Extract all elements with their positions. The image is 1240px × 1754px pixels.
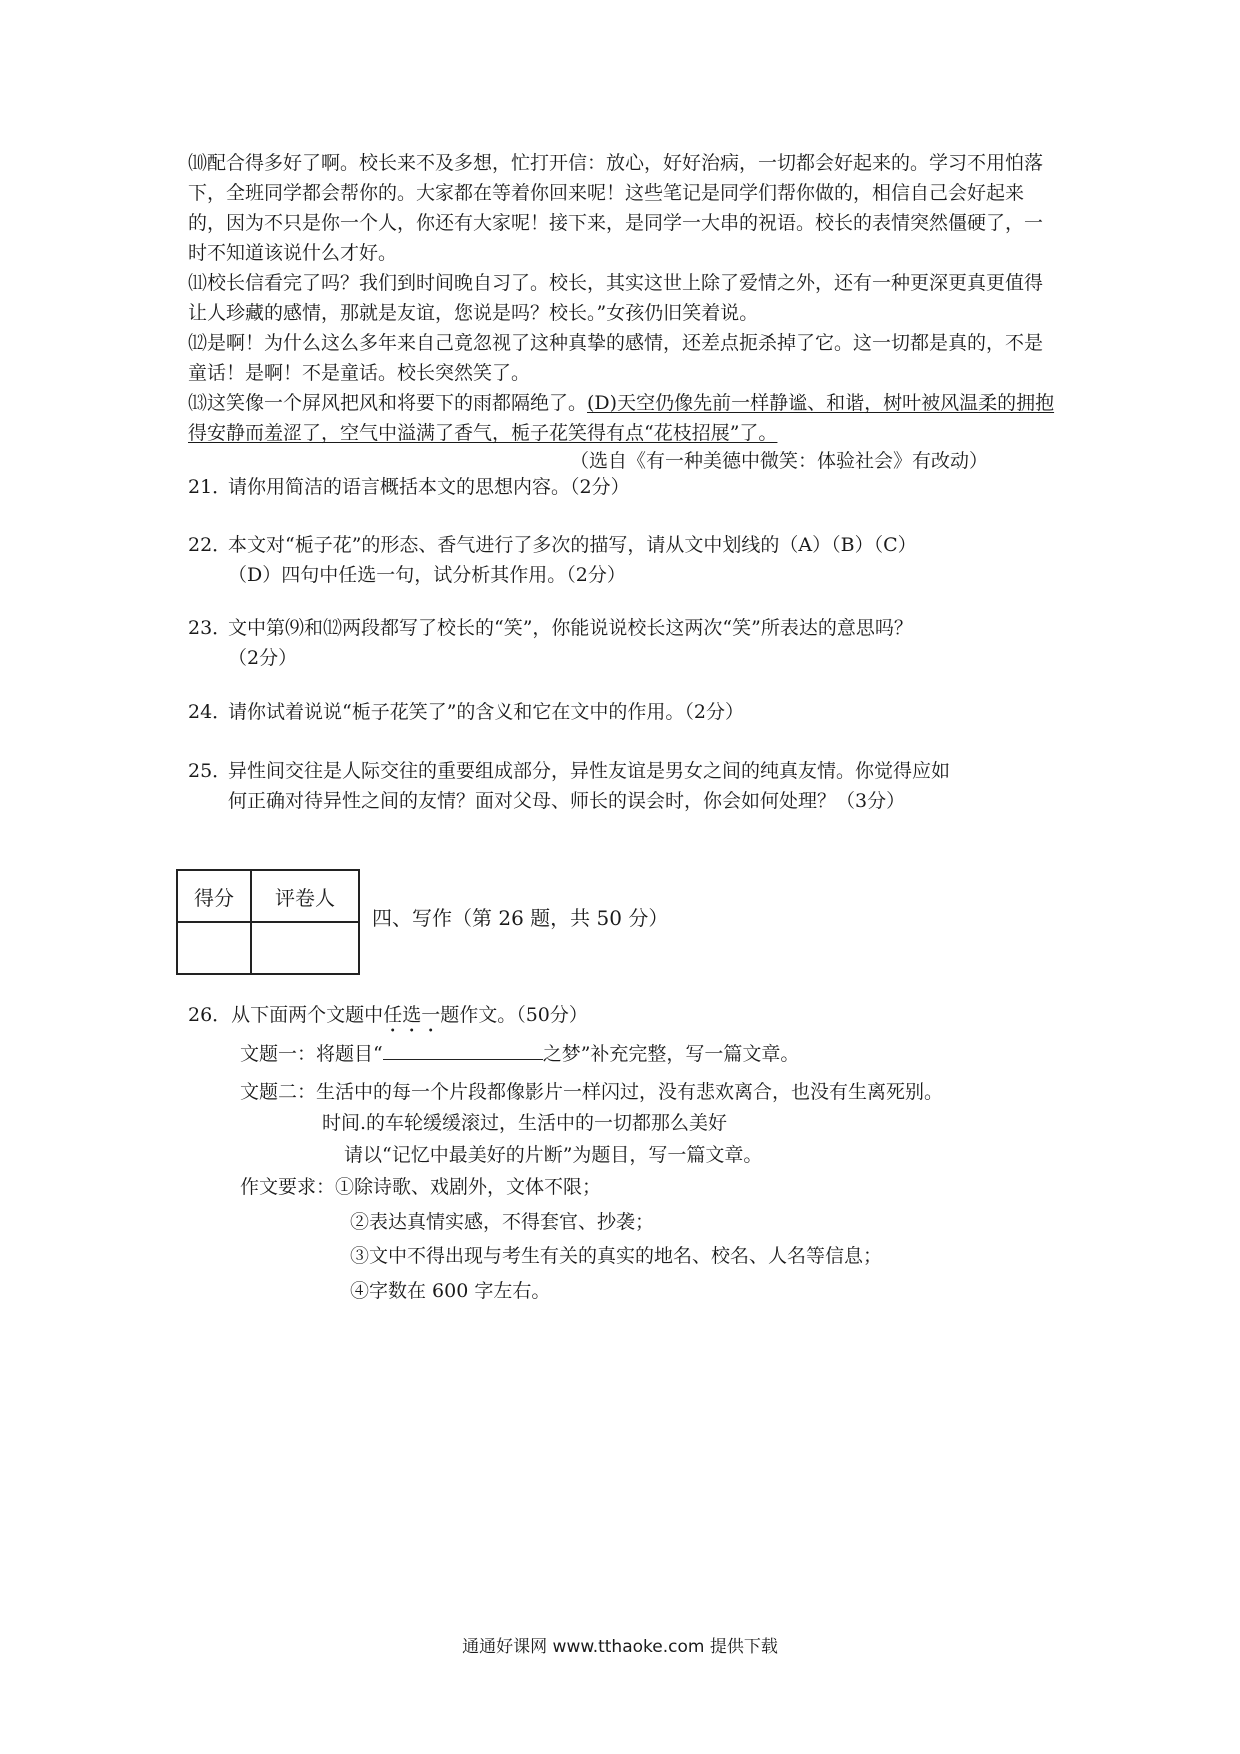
paragraph-10: ⑽配合得多好了啊。校长来不及多想，忙打开信：放心，好好治病，一切都会好起来的。学习不用怕落下，全班同学都会帮你的。大家都在等着你回来呢！这些笔记是同学们帮你做的，相信自己会好起来的，因为不只是你一个人，你还有大家呢！接下来，是同学一大串的祝语。校长的表情突然僵硬了，一时不知道该说什么才好。 xyxy=(188,152,1044,264)
underlined-sentence-d: (D)天空仍像先前一样静谧、和谐，树叶被风温柔的拥抱得安静而羞涩了，空气中溢满了香气，栀子花笑得有点“花枝招展”了。 xyxy=(188,392,1055,444)
score-cell xyxy=(177,922,251,974)
requirement-4: ④字数在 600 字左右。 xyxy=(350,1280,551,1302)
paragraph-11: ⑾校长信看完了吗？我们到时间晚自习了。校长，其实这世上除了爱情之外，还有一种更深更真更值得让人珍藏的感情，那就是友谊，您说是吗？校长。”女孩仍旧笑着说。 xyxy=(188,272,1044,324)
paragraph-12: ⑿是啊！为什么这么多年来自己竟忽视了这种真挚的感情，还差点扼杀掉了它。这一切都是真的，不是童话！是啊！不是童话。校长突然笑了。 xyxy=(188,332,1044,384)
q26-text: 26．从下面两个文题中 xyxy=(188,1004,384,1026)
fill-blank xyxy=(383,1041,543,1060)
question-text: 请你试着说说“栀子花笑了”的含义和它在文中的作用。（2分） xyxy=(228,701,745,723)
footer-text: 通通好课网 www.tthaoke.com 提供下载 xyxy=(462,1637,778,1657)
grader-cell xyxy=(251,922,359,974)
topic-2-line-1: 文题二：生活中的每一个片段都像影片一样闪过，没有悲欢离合，也没有生离死别。 xyxy=(240,1081,944,1103)
paragraph-13 xyxy=(188,388,1060,448)
question-number: 21． xyxy=(188,476,232,498)
q26-text-end: 题作文。（50分） xyxy=(440,1004,588,1026)
topic-2-line-3: 请以“记忆中最美好的片断”为题目，写一篇文章。 xyxy=(344,1144,763,1166)
question-21 xyxy=(188,472,1068,502)
source-citation: （选自《有一种美德中微笑：体验社会》有改动） xyxy=(570,450,989,472)
q26-emphasis: 任选一 xyxy=(383,1004,441,1026)
requirement-1: 作文要求：①除诗歌、戏剧外，文体不限； xyxy=(240,1176,602,1198)
paragraph-13-text: ⒀这笑像一个屏风把风和将要下的雨都隔绝了。 xyxy=(188,392,588,414)
question-text: 本文对“栀子花”的形态、香气进行了多次的描写，请从文中划线的（A）（B）（C） xyxy=(228,534,917,556)
question-26 xyxy=(188,1000,588,1037)
topic-1-text-end: 之梦”补充完整，写一篇文章。 xyxy=(542,1043,800,1065)
question-23 xyxy=(188,613,1068,673)
question-text-continued: （D）四句中任选一句，试分析其作用。（2分） xyxy=(228,564,626,586)
topic-1-text: 文题一：将题目“ xyxy=(240,1043,383,1065)
topic-2-line-2: 时间.的车轮缓缓滚过，生活中的一切都那么美好 xyxy=(322,1112,728,1134)
question-22 xyxy=(188,530,1068,590)
question-number: 25． xyxy=(188,760,232,782)
score-table xyxy=(176,869,360,975)
grader-header: 评卷人 xyxy=(251,870,359,922)
section-title: 四、写作（第 26 题，共 50 分） xyxy=(372,906,669,930)
question-text: 请你用简洁的语言概括本文的思想内容。（2分） xyxy=(228,476,630,498)
question-number: 22． xyxy=(188,534,232,556)
question-text: 文中第⑼和⑿两段都写了校长的“笑”，你能说说校长这两次“笑”所表达的意思吗？ xyxy=(228,617,913,639)
topic-1 xyxy=(240,1039,799,1069)
question-24 xyxy=(188,697,1068,727)
question-number: 23． xyxy=(188,617,232,639)
question-text: 异性间交往是人际交往的重要组成部分，异性友谊是男女之间的纯真友情。你觉得应如 xyxy=(228,760,951,782)
question-25 xyxy=(188,756,1068,816)
requirement-2: ②表达真情实感，不得套官、抄袭； xyxy=(350,1211,655,1233)
score-header: 得分 xyxy=(177,870,251,922)
question-text-continued: 何正确对待异性之间的友情？面对父母、师长的误会时，你会如何处理？（3分） xyxy=(228,790,906,812)
requirement-3: ③文中不得出现与考生有关的真实的地名、校名、人名等信息； xyxy=(350,1245,883,1267)
question-number: 24． xyxy=(188,701,232,723)
question-text-continued: （2分） xyxy=(228,647,298,669)
